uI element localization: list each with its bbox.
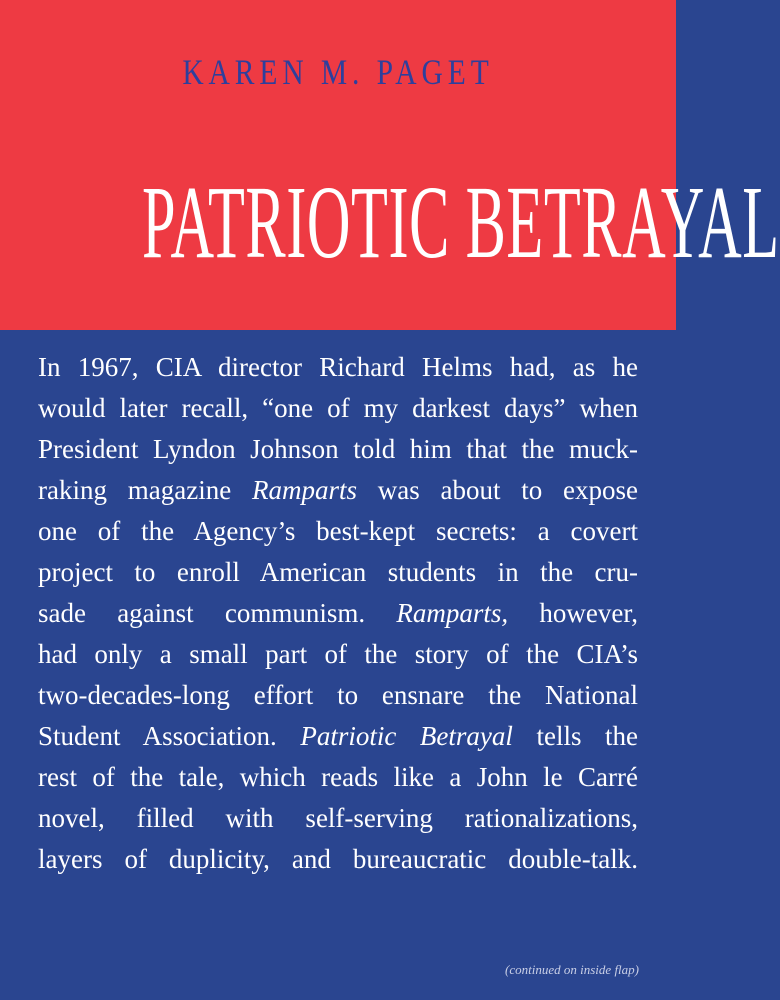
blurb-text: project to enroll American students in the cru- <box>38 557 638 587</box>
blurb-text: however, <box>508 598 638 628</box>
blurb-text: was about to expose <box>356 475 638 505</box>
blurb-line <box>38 388 638 429</box>
author-name: KAREN M. PAGET <box>182 52 494 92</box>
blurb-italic-title: Ramparts <box>251 475 357 505</box>
blurb-text: sade against communism. <box>38 598 397 628</box>
blurb-line <box>38 757 638 798</box>
blurb-line <box>38 552 638 593</box>
continued-note: (continued on inside flap) <box>505 962 639 977</box>
blurb-paragraph <box>38 347 638 880</box>
blurb-italic-title: Patriotic Betrayal <box>300 721 513 751</box>
blurb-text: had only a small part of the story of the CIA’s <box>38 639 638 669</box>
blurb-line <box>38 675 638 716</box>
blurb-text: In 1967, CIA director Richard Helms had, as he <box>38 352 638 382</box>
blurb-line <box>38 839 638 880</box>
blurb-line <box>38 634 638 675</box>
book-title: PATRIOTIC BETRAYAL <box>141 165 780 280</box>
blurb-line <box>38 798 638 839</box>
blurb-text: tells the <box>512 721 639 751</box>
blurb-text: President Lyndon Johnson told him that the muck- <box>38 434 638 464</box>
blurb-line <box>38 511 638 552</box>
blurb-line <box>38 429 638 470</box>
blurb-text: one of the Agency’s best-kept secrets: a covert <box>38 516 638 546</box>
blurb-text: would later recall, “one of my darkest days” when <box>38 393 638 423</box>
blurb-text: Student Association. <box>38 721 301 751</box>
blurb-text: layers of duplicity, and bureaucratic double-talk. <box>38 844 638 874</box>
blurb-line <box>38 470 638 511</box>
blurb-text: raking magazine <box>38 475 252 505</box>
blurb-text: rest of the tale, which reads like a John le Carré <box>38 762 638 792</box>
blurb-line <box>38 716 638 757</box>
blurb-text: two-decades-long effort to ensnare the National <box>38 680 638 710</box>
blurb-italic-title: Ramparts, <box>396 598 509 628</box>
blurb-text: novel, filled with self-serving rationalizations, <box>38 803 638 833</box>
blurb-line <box>38 347 638 388</box>
blurb-line <box>38 593 638 634</box>
